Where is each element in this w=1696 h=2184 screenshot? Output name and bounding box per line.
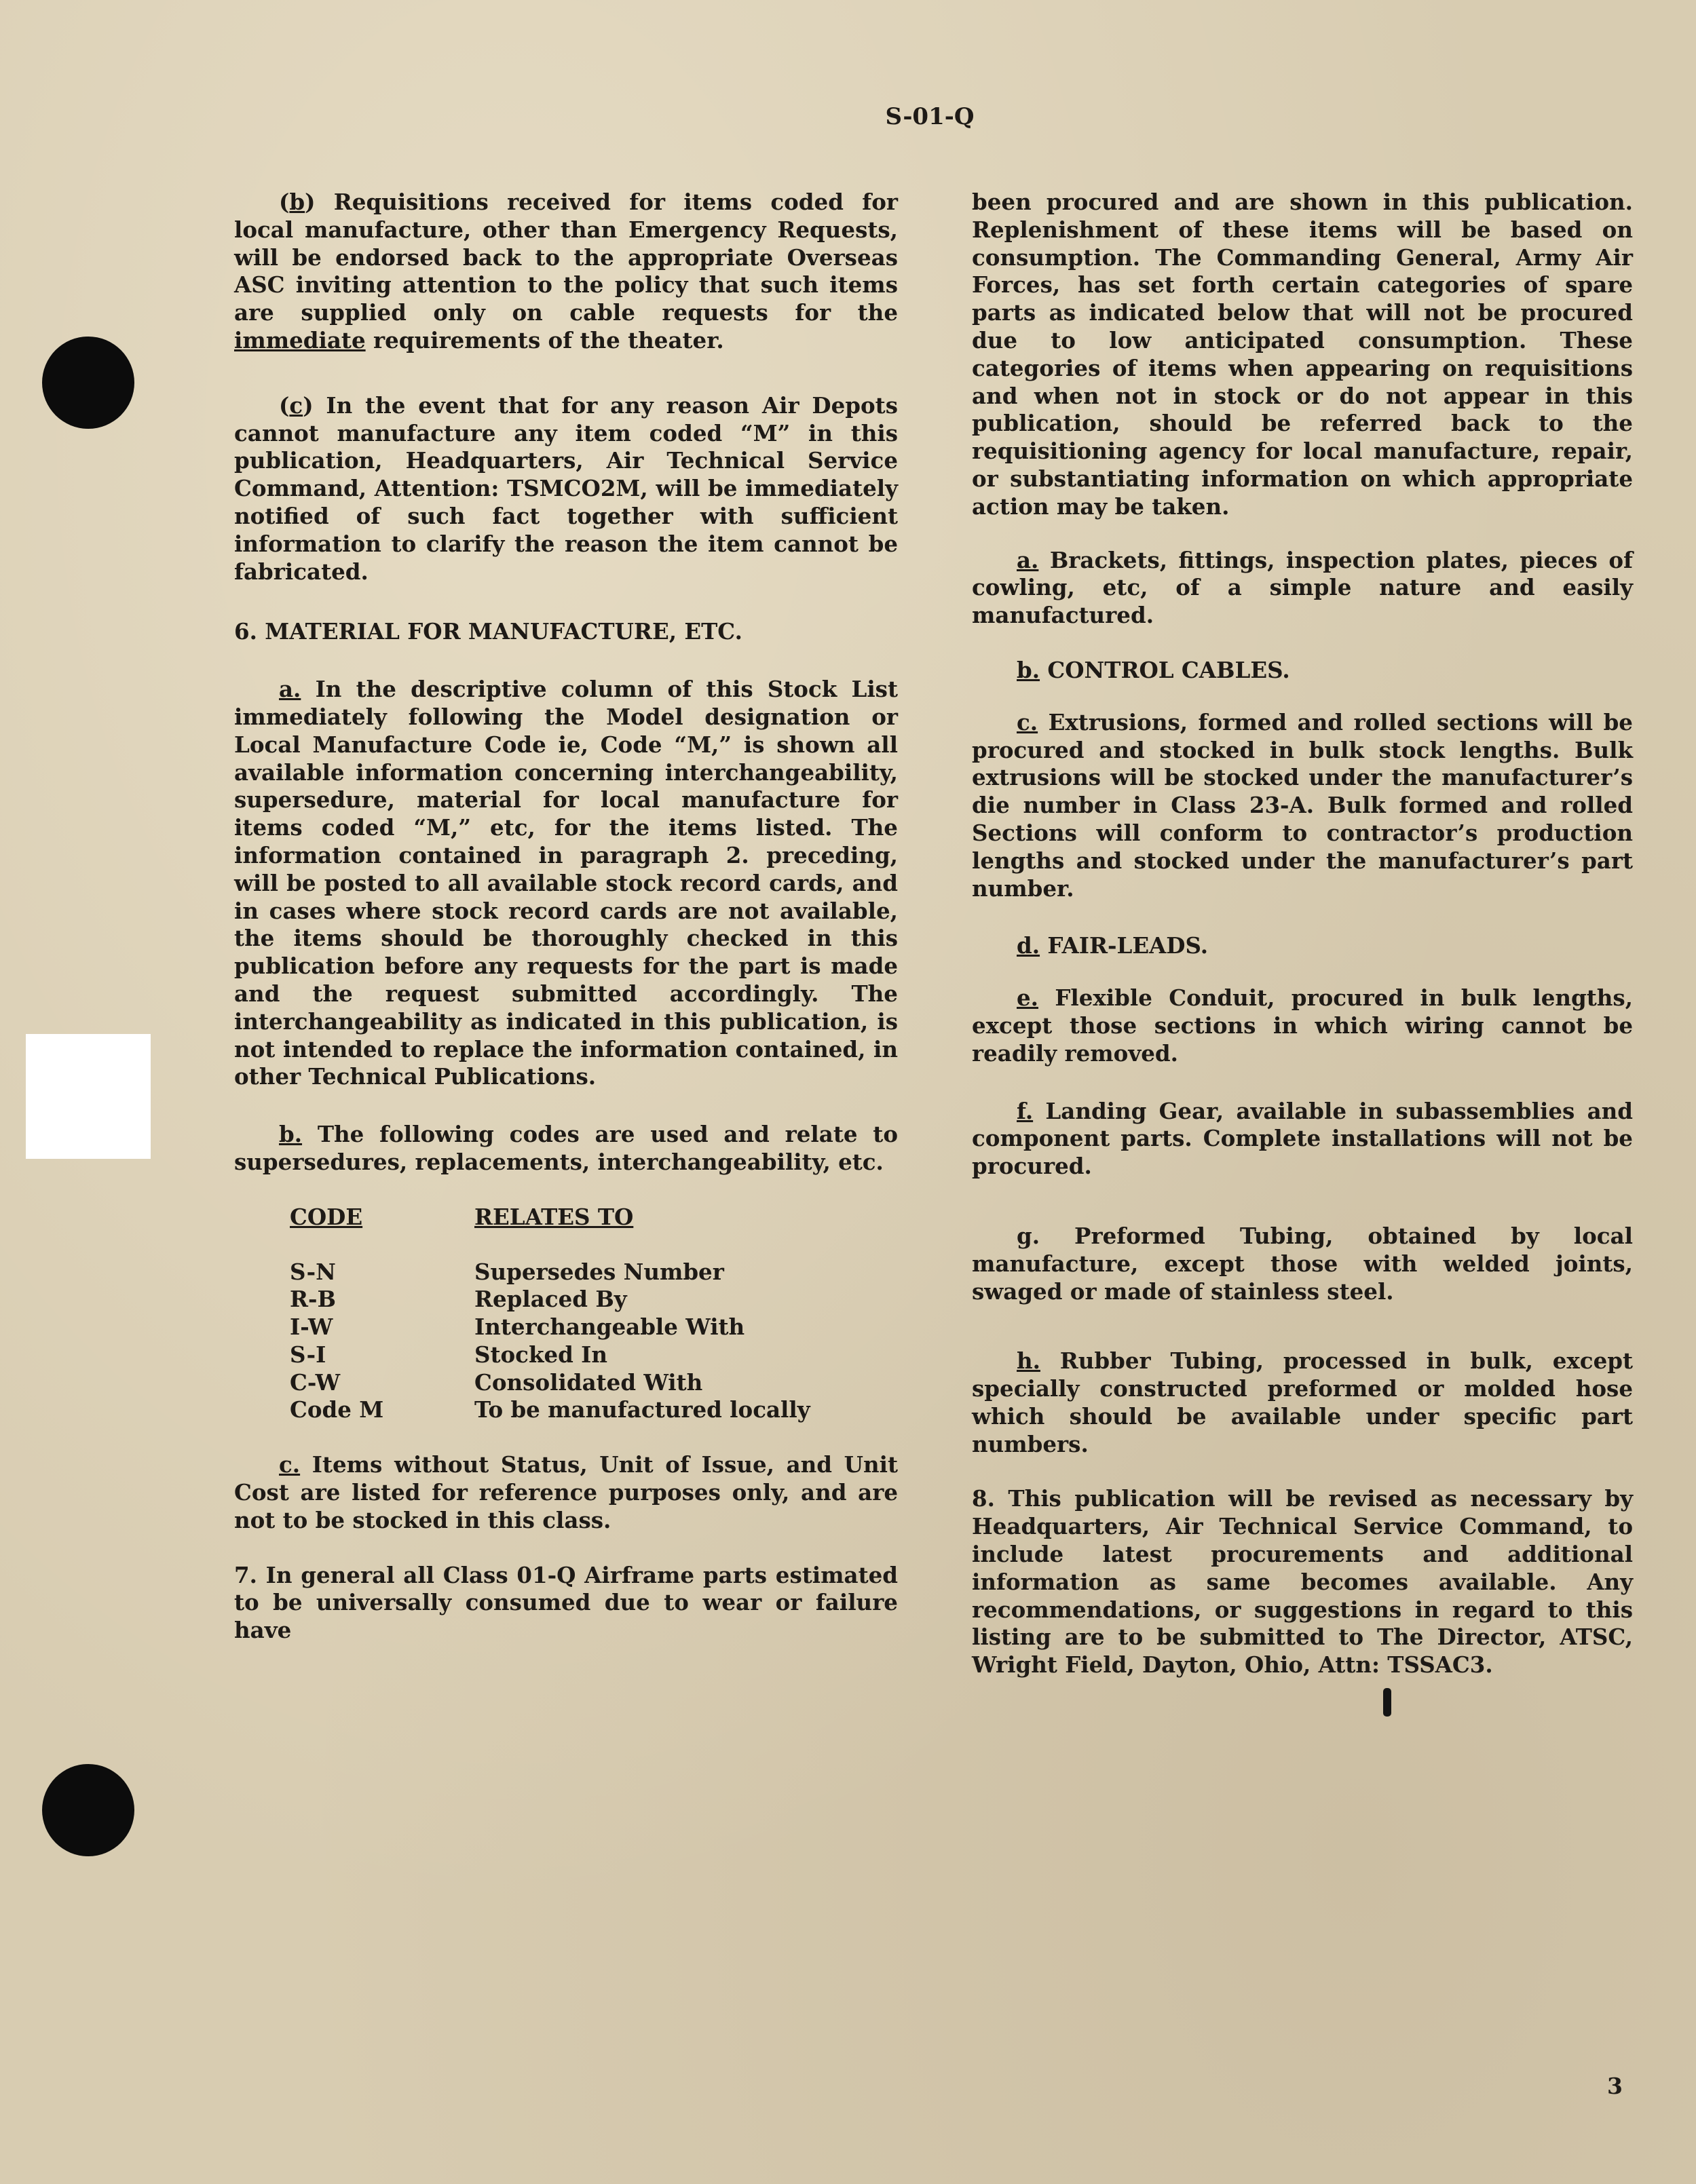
category-a-text: Brackets, fittings, inspection plates, pieces of cowling, etc, of a simple nature and easily manufactured. (972, 546, 1633, 629)
code-cell: S-N (290, 1258, 336, 1285)
category-f-letter: f. (1017, 1097, 1034, 1124)
punch-hole-bottom (42, 1764, 134, 1856)
punch-hole-top (42, 337, 134, 429)
codes-table-spacer (290, 1231, 810, 1259)
category-a-letter: a. (1017, 546, 1039, 573)
paper-patch (26, 1034, 151, 1159)
codes-table-header (290, 1204, 810, 1231)
table-row (290, 1259, 810, 1286)
header-code: CODE (290, 1203, 363, 1230)
category-a (972, 547, 1633, 630)
header-relates-to: RELATES TO (474, 1203, 634, 1230)
relates-cell: Interchangeable With (474, 1314, 745, 1341)
category-d-letter: d. (1017, 932, 1040, 959)
table-row (290, 1341, 810, 1369)
code-cell: S-I (290, 1341, 326, 1368)
category-b-text: CONTROL CABLES. (1047, 656, 1290, 683)
section-6-c-text: Items without Status, Unit of Issue, and Unit Cost are listed for reference purposes only, and are not to be stocked in this class. (234, 1451, 898, 1533)
category-c-letter: c. (1017, 708, 1038, 735)
relates-cell: Stocked In (474, 1341, 608, 1368)
para-8: 8. This publication will be revised as necessary by Headquarters, Air Technical Service Command, to include latest procurements and additional information as same becomes available. Any recommendations, or suggestions in regard to this listing are to be submitted to The Director, ATSC, Wright Field, Dayton, Ohio, Attn: TSSAC3. (972, 1485, 1633, 1679)
relates-cell: Consolidated With (474, 1368, 703, 1396)
para-b-letter: b (289, 189, 305, 215)
para-c: (c) In the event that for any reason Air Depots cannot manufacture any item coded “M” in this publication, Headquarters, Air Technical Service Command, Attention: TSMCO2M, will be immediately notified of such fact together with sufficient information to clarify the reason the item cannot be fabricated. (234, 391, 898, 585)
code-cell: R-B (290, 1286, 336, 1313)
para-7-continued: been procured and are shown in this publication. Replenishment of these items will be based on consumption. The Commanding General, Army Air Forces, has set forth certain categories of spare parts as indicated below that will not be procured due to low anticipated consumption. These categories of items when appearing on requisitions and when not in stock or do not appear in this publication, should be referred back to the requisitioning agency for local manufacture, repair, or substantiating information on which appropriate action may be taken. (972, 189, 1633, 520)
category-d (972, 932, 1633, 960)
para-7: 7. In general all Class 01-Q Airframe parts estimated to be universally consumed due to wear or failure have (234, 1561, 898, 1644)
category-f (972, 1098, 1633, 1181)
section-6-a (234, 676, 898, 1091)
table-row (290, 1396, 810, 1424)
section-6-b-text: The following codes are used and relate to supersedures, replacements, interchangeability, etc. (234, 1121, 898, 1175)
para-c-letter: c (289, 391, 303, 419)
right-column (972, 189, 1633, 1679)
relates-cell: Replaced By (474, 1286, 627, 1313)
category-h (972, 1347, 1633, 1458)
table-row (290, 1286, 810, 1314)
section-6-a-text: In the descriptive column of this Stock List immediately following the Model designation or Local Manufacture Code ie, Code “M,” is shown all available information concerning interchangeability, supersedure, material for local manufacture for items coded “M,” etc, for the items listed. The information contained in paragraph 2. preceding, will be posted to all available stock record cards, and in cases where stock record cards are not available, the items should be thoroughly checked in this publication before any requests for the part is made and the request submitted accordingly. The interchangeability as indicated in this publication, is not intended to replace the information contained, in other Technical Publications. (234, 676, 898, 1090)
para-b-emphasis: immediate (234, 326, 366, 353)
para-b-text: Requisitions received for items coded for local manufacture, other than Emergency Requests, will be endorsed back to the appropriate Overseas ASC inviting attention to the policy that such items are supplied only on cable requests for the (234, 189, 898, 326)
category-g (972, 1223, 1633, 1305)
category-c-text: Extrusions, formed and rolled sections will be procured and stocked in bulk stock lengths. Bulk extrusions will be stocked under the manufacturer’s die number in Class 23-A. Bulk formed and rolled Sections will conform to contractor’s production lengths and stocked under the manufacturer’s part number. (972, 708, 1633, 902)
category-b-letter: b. (1017, 656, 1040, 683)
table-row (290, 1314, 810, 1341)
category-h-text: Rubber Tubing, processed in bulk, except specially constructed preformed or molded hose which should be available under specific part numbers. (972, 1347, 1633, 1457)
document-code-header: S-01-Q (885, 103, 975, 130)
ink-mark (1383, 1688, 1391, 1717)
code-cell: I-W (290, 1314, 333, 1341)
section-6-heading: 6. MATERIAL FOR MANUFACTURE, ETC. (234, 618, 742, 645)
category-f-text: Landing Gear, available in subassemblies and component parts. Complete installations will not be procured. (972, 1097, 1633, 1180)
section-6-b (234, 1121, 898, 1176)
left-column (234, 189, 898, 1645)
section-6-b-letter: b. (279, 1121, 303, 1148)
category-e (972, 984, 1633, 1067)
para-b-text-end: requirements of the theater. (365, 326, 724, 353)
code-cell: C-W (290, 1368, 341, 1396)
category-g-text: Preformed Tubing, obtained by local manufacture, except those with welded joints, swaged or made of stainless steel. (972, 1222, 1633, 1305)
category-c (972, 709, 1633, 903)
para-c-text: In the event that for any reason Air Depots cannot manufacture any item coded “M” in this publication, Headquarters, Air Technical Service Command, Attention: TSMCO2M, will be immediately notified of such fact together with sufficient information to clarify the reason the item cannot be fabricated. (234, 391, 898, 585)
section-6-c (234, 1451, 898, 1534)
category-g-letter: g. (1017, 1222, 1040, 1249)
code-cell: Code M (290, 1396, 384, 1423)
category-e-text: Flexible Conduit, procured in bulk lengths, except those sections in which wiring cannot be readily removed. (972, 984, 1633, 1067)
relates-cell: Supersedes Number (474, 1258, 724, 1285)
codes-table (290, 1204, 810, 1425)
section-6-a-letter: a. (279, 676, 301, 703)
section-6-c-letter: c. (279, 1451, 301, 1478)
table-row (290, 1369, 810, 1397)
relates-cell: To be manufactured locally (474, 1396, 810, 1423)
category-b (972, 657, 1633, 685)
category-d-text: FAIR-LEADS. (1047, 932, 1209, 959)
category-e-letter: e. (1017, 984, 1038, 1012)
category-h-letter: h. (1017, 1347, 1040, 1375)
page-number: 3 (1607, 2073, 1623, 2099)
para-b: (b) Requisitions received for items coded for local manufacture, other than Emergency Requests, will be endorsed back to the appropriate Overseas ASC inviting attention to the policy that such items are supplied only on cable requests for the immediate requirements of the theater. (234, 189, 898, 353)
